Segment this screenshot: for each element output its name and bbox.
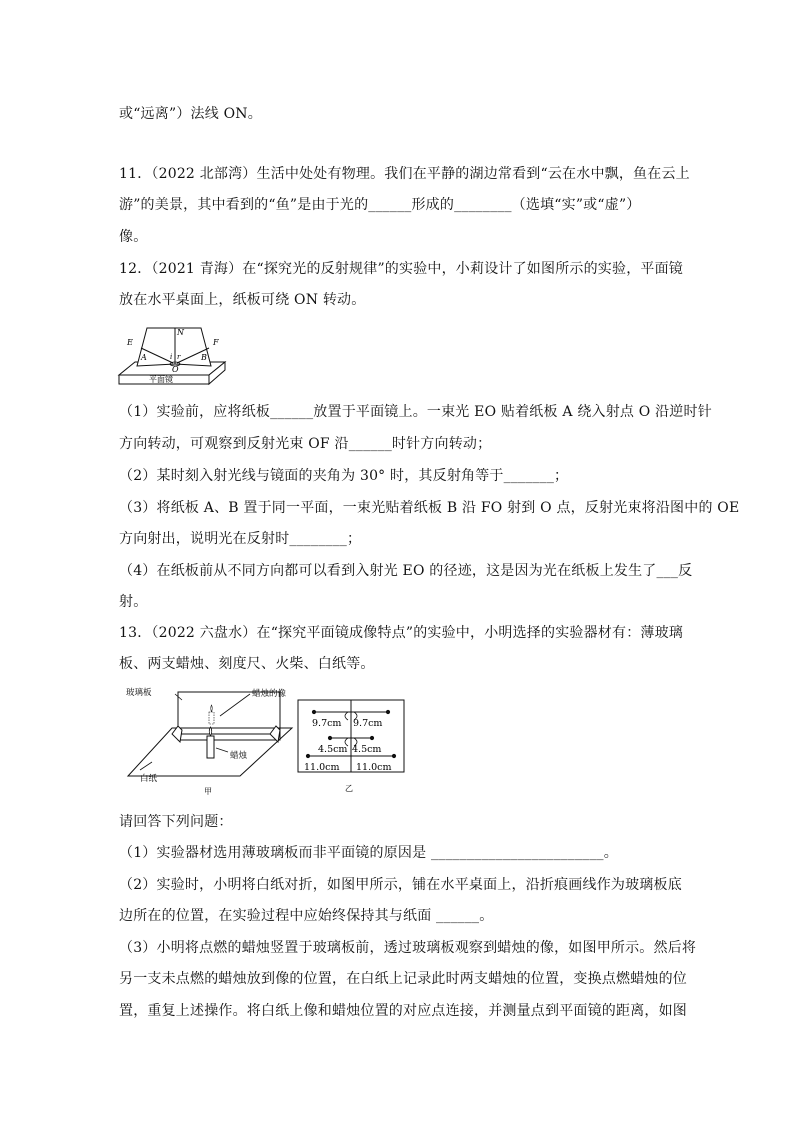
- distance-label: 9.7cm: [312, 718, 342, 729]
- text-line: 请回答下列问题：: [119, 814, 233, 830]
- text-line: 放在水平桌面上，纸板可绕 ON 转动。: [119, 292, 366, 308]
- distance-label: 4.5cm: [352, 744, 382, 755]
- image-label: 蜡烛的像: [252, 689, 287, 699]
- mirror-label: 平面镜: [149, 375, 173, 384]
- text-line: （3）小明将点燃的蜡烛竖置于玻璃板前，透过玻璃板观察到蜡烛的像，如图甲所示。然后将: [119, 940, 697, 956]
- text-line: 游”的美景，其中看到的“鱼”是由于光的______形成的________（选填“实”或“虚”）: [119, 197, 641, 213]
- caption-yi: 乙: [345, 784, 353, 793]
- caption-jia: 甲: [204, 787, 212, 796]
- text-line: 另一支未点燃的蜡烛放到像的位置，在白纸上记录此时两支蜡烛的位置，变换点燃蜡烛的位: [119, 971, 687, 987]
- text-line: （1）实验前，应将纸板______放置于平面镜上。一束光 EO 贴着纸板 A 绕入射点 O 沿逆时针: [119, 404, 712, 420]
- text-line: 方向射出，说明光在反射时________；: [119, 531, 362, 547]
- label-i: i: [170, 353, 173, 361]
- text-line: 11．（2022 北部湾）生活中处处有物理。我们在平静的湖边常看到“云在水中飘，鱼在云上: [119, 166, 690, 182]
- label-F: F: [213, 338, 219, 347]
- label-E: E: [127, 338, 133, 347]
- text-line: 13．（2022 六盘水）在“探究平面镜成像特点”的实验中，小明选择的实验器材有：薄玻璃: [119, 625, 684, 641]
- text-line: 或“远离”）法线 ON。: [119, 106, 262, 122]
- text-line: 像。: [119, 229, 148, 245]
- distance-label: 4.5cm: [318, 744, 348, 755]
- label-A: A: [141, 353, 147, 362]
- glass-label: 玻璃板: [126, 688, 152, 698]
- text-line: （1）实验器材选用薄玻璃板而非平面镜的原因是 ________________________。: [119, 845, 618, 861]
- distance-record-figure: [296, 698, 408, 796]
- text-line: （4）在纸板前从不同方向都可以看到入射光 EO 的径迹，这是因为光在纸板上发生了___反: [119, 563, 693, 579]
- text-line: （2）某时刻入射光线与镜面的夹角为 30° 时，其反射角等于_______；: [119, 468, 569, 484]
- text-line: 射。: [119, 594, 148, 610]
- label-O: O: [172, 365, 179, 374]
- label-N: N: [177, 328, 184, 337]
- reflection-figure: [117, 320, 227, 388]
- text-line: （2）实验时，小明将白纸对折，如图甲所示，铺在水平桌面上，沿折痕画线作为玻璃板底: [119, 877, 682, 893]
- text-line: 方向转动，可观察到反射光束 OF 沿______时针方向转动；: [119, 436, 492, 452]
- paper-label: 白纸: [140, 774, 158, 784]
- distance-label: 11.0cm: [304, 762, 340, 773]
- text-line: （3）将纸板 A、B 置于同一平面，一束光贴着纸板 B 沿 FO 射到 O 点，反射光束将沿图中的 OE: [119, 500, 740, 516]
- text-line: 12．（2021 青海）在“探究光的反射规律”的实验中，小莉设计了如图所示的实验，平面镜: [119, 261, 684, 277]
- label-B: B: [201, 353, 207, 362]
- text-line: 边所在的位置，在实验过程中应始终保持其与纸面 ______。: [119, 908, 494, 924]
- distance-label: 11.0cm: [356, 762, 392, 773]
- label-r: r: [177, 353, 181, 361]
- candle-label: 蜡烛: [230, 751, 248, 761]
- mirror-setup-figure: [120, 686, 300, 798]
- text-line: 板、两支蜡烛、刻度尺、火柴、白纸等。: [119, 656, 375, 672]
- distance-label: 9.7cm: [353, 718, 383, 729]
- text-line: 置，重复上述操作。将白纸上像和蜡烛位置的对应点连接，并测量点到平面镜的距离，如图: [119, 1003, 687, 1019]
